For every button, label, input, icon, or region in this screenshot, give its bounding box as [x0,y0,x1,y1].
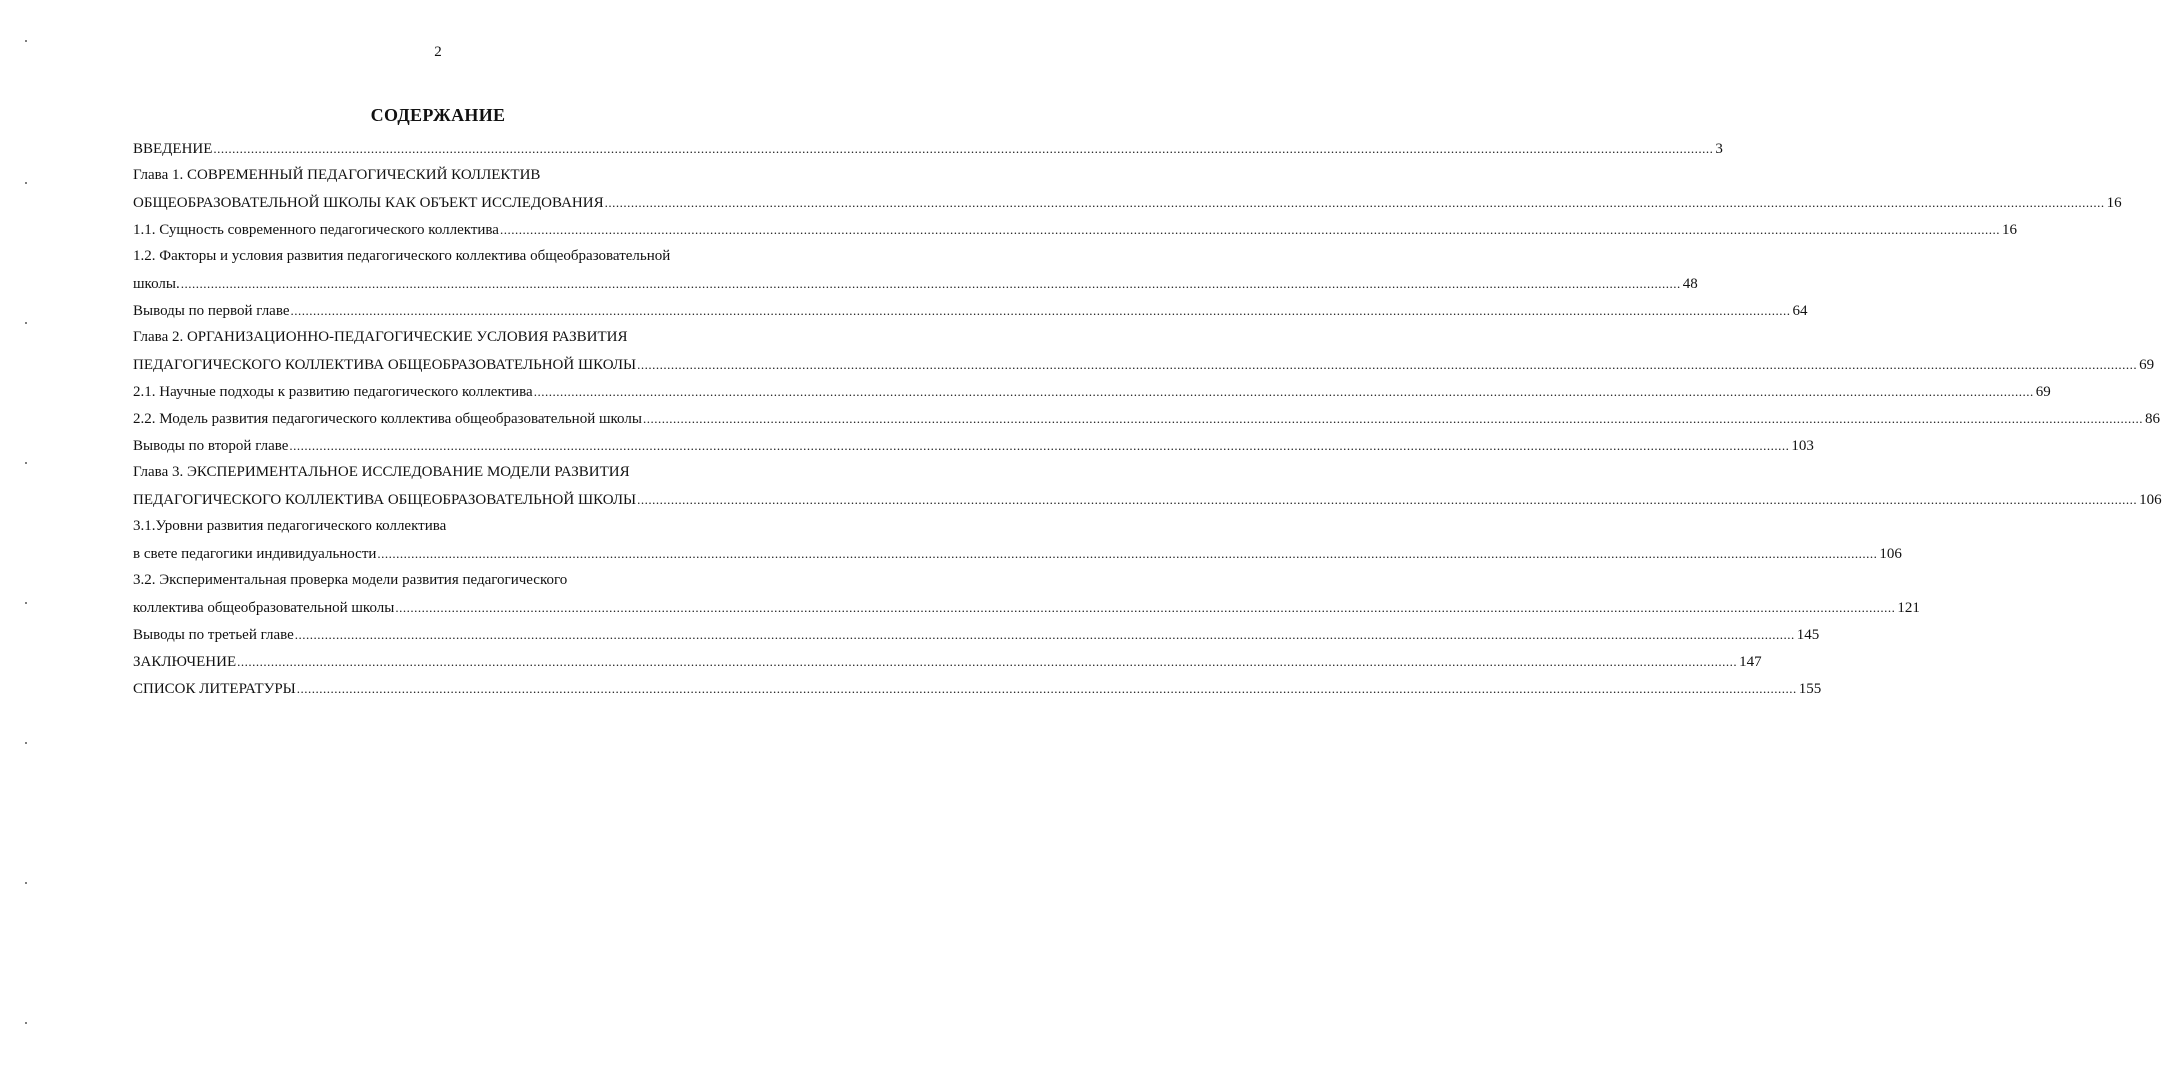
scan-mark [25,882,27,884]
scan-mark [25,322,27,324]
toc-entry-page: 69 [2139,357,2155,373]
toc-entry-text: Выводы по первой главе [133,303,290,319]
toc-entry [133,621,1820,648]
toc-entry-text: ПЕДАГОГИЧЕСКОГО КОЛЛЕКТИВА ОБЩЕОБРАЗОВАТЕЛЬНОЙ ШКОЛЫ [133,357,637,373]
toc-entry-page: 64 [1792,303,1808,319]
toc-entry [133,513,778,540]
scan-mark [25,742,27,744]
toc-entry-page: 48 [1682,276,1698,292]
toc-entry-text: 2.1. Научные подходы к развитию педагогического коллектива [133,384,533,400]
toc-entry-page: 16 [2106,195,2122,211]
dot-leader: ................................................................................................................................................................................................................................................................................................................................................................................................................ [296,681,1797,696]
toc-entry-page: 155 [1798,681,1822,697]
toc-entry [133,270,1698,297]
toc-entry-page: 121 [1897,600,1920,616]
dot-leader: ................................................................................................................................................................................................................................................................................................................................................................................................................ [213,141,1714,156]
dot-leader: ................................................................................................................................................................................................................................................................................................................................................................................................................ [499,222,2000,237]
toc-entry-text: коллектива общеобразовательной школы [133,600,395,616]
toc-entry [133,459,778,486]
scan-mark [25,462,27,464]
toc-entry-text: Выводы по третьей главе [133,627,294,643]
scan-mark [25,602,27,604]
dot-leader: ................................................................................................................................................................................................................................................................................................................................................................................................................ [533,384,2034,399]
toc-entry-page: 145 [1796,627,1820,643]
toc-entry-text: в свете педагогики индивидуальности [133,546,377,562]
toc-entry-text: ВВЕДЕНИЕ [133,141,213,157]
dot-leader: ................................................................................................................................................................................................................................................................................................................................................................................................................ [289,438,1790,453]
toc-entry [133,324,778,351]
toc-entry [133,216,2017,243]
toc-entry [133,189,2122,216]
toc-entry [133,648,1762,675]
page-title: СОДЕРЖАНИЕ [370,105,506,125]
dot-leader: ................................................................................................................................................................................................................................................................................................................................................................................................................ [290,303,1791,318]
dot-leader: ................................................................................................................................................................................................................................................................................................................................................................................................................ [237,654,1738,669]
toc-entry [133,405,2160,432]
dot-leader: ................................................................................................................................................................................................................................................................................................................................................................................................................ [642,411,2143,426]
dot-leader: ................................................................................................................................................................................................................................................................................................................................................................................................................ [180,276,1681,291]
toc-entry-text: 2.2. Модель развития педагогического коллектива общеобразовательной школы [133,411,642,427]
toc-entry-text: Глава 2. ОРГАНИЗАЦИОННО-ПЕДАГОГИЧЕСКИЕ УСЛОВИЯ РАЗВИТИЯ [133,329,628,345]
toc-entry-page: 3 [1715,141,1723,157]
toc-entry-text: школы. [133,276,180,292]
toc-entry-page: 69 [2035,384,2051,400]
toc-entry [133,540,1902,567]
dot-leader: ................................................................................................................................................................................................................................................................................................................................................................................................................ [637,492,2138,507]
toc-entry-text: ЗАКЛЮЧЕНИЕ [133,654,237,670]
toc-entry-text: Глава 1. СОВРЕМЕННЫЙ ПЕДАГОГИЧЕСКИЙ КОЛЛЕКТИВ [133,167,541,183]
toc-entry-text: Выводы по второй главе [133,438,289,454]
toc-entry-text: 1.2. Факторы и условия развития педагогического коллектива общеобразовательной [133,248,671,264]
toc-entry-text: 3.1.Уровни развития педагогического коллектива [133,518,447,534]
toc-entry [133,432,1814,459]
toc-entry [133,594,1920,621]
toc-entry-text: 1.1. Сущность современного педагогического коллектива [133,222,499,238]
toc-entry-text: ОБЩЕОБРАЗОВАТЕЛЬНОЙ ШКОЛЫ КАК ОБЪЕКТ ИССЛЕДОВАНИЯ [133,195,604,211]
dot-leader: ................................................................................................................................................................................................................................................................................................................................................................................................................ [604,195,2105,210]
toc-entry [133,567,778,594]
dot-leader: ................................................................................................................................................................................................................................................................................................................................................................................................................ [294,627,1795,642]
toc-entry [133,675,1822,702]
page-number: 2 [434,44,442,60]
toc-entry-page: 103 [1791,438,1814,454]
toc-entry-text: СПИСОК ЛИТЕРАТУРЫ [133,681,296,697]
toc-entry [133,378,2051,405]
dot-leader: ................................................................................................................................................................................................................................................................................................................................................................................................................ [637,357,2138,372]
toc-entry [133,486,2162,513]
toc-entry-text: Глава 3. ЭКСПЕРИМЕНТАЛЬНОЕ ИССЛЕДОВАНИЕ МОДЕЛИ РАЗВИТИЯ [133,464,630,480]
toc-entry-page: 106 [1879,546,1902,562]
scan-mark [25,40,27,42]
toc-entry-text: 3.2. Экспериментальная проверка модели развития педагогического [133,572,568,588]
dot-leader: ................................................................................................................................................................................................................................................................................................................................................................................................................ [395,600,1896,615]
scan-mark [25,182,27,184]
toc-entry-text: ПЕДАГОГИЧЕСКОГО КОЛЛЕКТИВА ОБЩЕОБРАЗОВАТЕЛЬНОЙ ШКОЛЫ [133,492,637,508]
toc-entry-page: 106 [2139,492,2162,508]
toc-entry-page: 86 [2144,411,2160,427]
table-of-contents [133,135,2162,702]
toc-entry-page: 147 [1739,654,1762,670]
toc-entry [133,243,778,270]
toc-entry [133,351,2155,378]
toc-entry [133,135,1723,162]
toc-entry [133,162,778,189]
scan-mark [25,1022,27,1024]
toc-entry [133,297,1808,324]
dot-leader: ................................................................................................................................................................................................................................................................................................................................................................................................................ [377,546,1878,561]
toc-entry-page: 16 [2001,222,2017,238]
